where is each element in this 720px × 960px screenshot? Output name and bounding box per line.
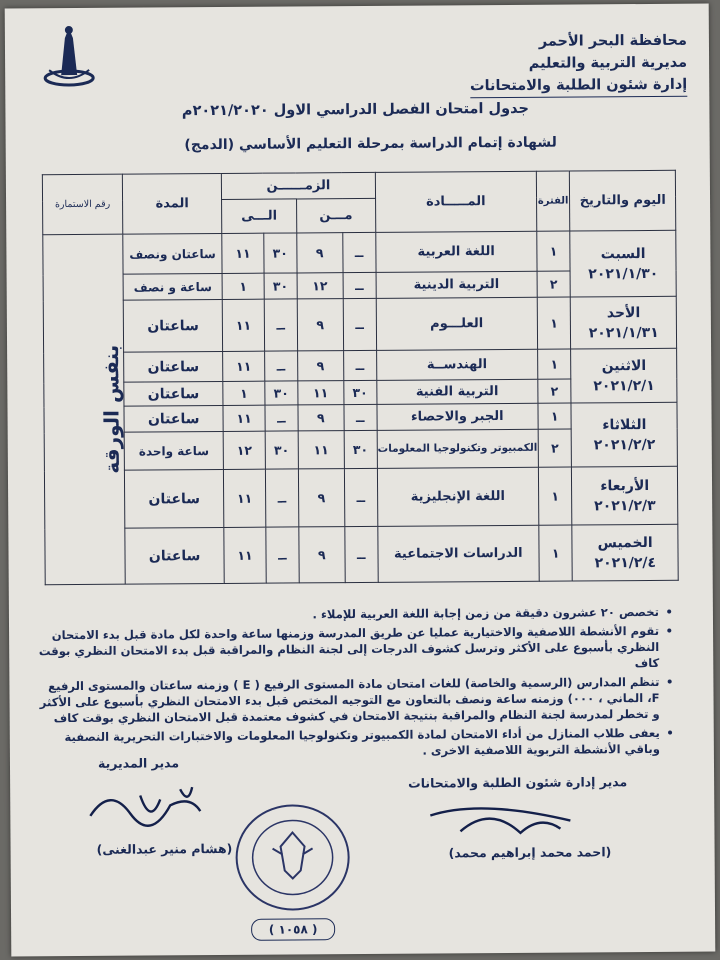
to-minute-cell: ٣٠ — [264, 233, 297, 273]
from-hour-cell: ١١ — [298, 431, 344, 469]
to-hour-cell: ١ — [222, 273, 264, 299]
day-cell — [571, 402, 677, 467]
table-row — [43, 296, 676, 352]
governorate-logo — [35, 20, 103, 90]
day-cell — [570, 230, 676, 297]
period-cell: ٢ — [537, 271, 571, 297]
header-block — [470, 30, 688, 99]
col-from: مـــن — [296, 198, 375, 233]
from-minute-cell: ٣٠ — [343, 380, 376, 404]
from-hour-cell: ٩ — [297, 233, 343, 273]
subject-cell: الدراسات الاجتماعية — [378, 525, 539, 582]
duration-cell: ساعة واحدة — [124, 431, 223, 470]
subject-cell: الجبر والاحصاء — [377, 403, 538, 430]
exams-manager-name: (احمد محمد إبراهيم محمد) — [448, 844, 612, 861]
duration-cell: ساعتان ونصف — [123, 233, 222, 274]
from-hour-cell: ٩ — [299, 527, 345, 583]
duration-cell: ساعتان — [124, 381, 223, 406]
duration-cell: ساعتان — [125, 527, 225, 584]
day-cell — [572, 466, 678, 525]
form-note: بنفس الورقة — [99, 344, 124, 474]
col-time: الزمــــــن — [222, 172, 376, 199]
table-row — [43, 230, 676, 274]
table-row — [44, 466, 677, 528]
handwritten-signature-right — [420, 794, 600, 845]
from-minute-cell: ــ — [343, 350, 376, 380]
duration-cell: ساعتان — [124, 405, 223, 432]
day-cell — [571, 296, 677, 349]
to-minute-cell: ٣٠ — [265, 381, 298, 405]
day-name: الاثنين — [601, 357, 647, 374]
duration-cell: ساعة و نصف — [123, 273, 222, 300]
directorate-manager-title: مدير المديرية — [97, 755, 180, 771]
to-minute-cell: ــ — [266, 527, 299, 583]
day-date: ٢٠٢١/٢/٣ — [594, 497, 656, 514]
period-cell: ١ — [538, 403, 572, 429]
subject-cell: التربية الدينية — [376, 271, 537, 298]
duration-cell: ساعتان — [124, 469, 224, 528]
to-minute-cell: ٣٠ — [264, 273, 297, 299]
to-hour-cell: ١٢ — [223, 431, 265, 469]
to-hour-cell: ١١ — [223, 351, 265, 381]
period-cell: ١ — [537, 231, 571, 271]
to-hour-cell: ١ — [223, 381, 265, 405]
official-seal — [232, 802, 353, 913]
to-minute-cell: ــ — [265, 405, 298, 431]
to-hour-cell: ١١ — [222, 233, 264, 273]
schedule-title: جدول امتحان الفصل الدراسي الاول ٢٠٢١/٢٠٢٠م — [181, 100, 529, 120]
subject-cell: الهندســة — [376, 349, 537, 380]
col-day: اليوم والتاريخ — [570, 170, 676, 231]
table-row — [44, 348, 677, 382]
to-minute-cell: ــ — [264, 351, 297, 381]
from-minute-cell: ــ — [344, 468, 377, 526]
to-minute-cell: ــ — [265, 469, 298, 527]
from-hour-cell: ٩ — [298, 405, 344, 431]
note-item: • تنظم المدارس (الرسمية والخاصة) للغات امتحان مادة المستوى الرفيع ( E ) وزمنه ساعتان والمستوى الرفيع F، الماني ، ٠٠٠) وزمنه ساعة ونصف بالتعاون مع التوجيه المختص قبل بدء الامتحان النظري بأسبوع على الأكثر و تخطر لمدرسة لجنة النظام والمراقبة بنتيجة الامتحان في كشوف معتمدة قبل الامتحان النظري بوقت كاف — [33, 674, 673, 726]
from-minute-cell: ٣٠ — [344, 430, 377, 468]
schedule-subtitle: لشهادة إتمام الدراسة بمرحلة التعليم الأساسي (الدمج) — [184, 134, 557, 154]
subject-cell: العلـــوم — [376, 297, 537, 350]
period-cell: ١ — [538, 467, 572, 525]
subject-cell: اللغة العربية — [376, 231, 537, 272]
directorate-manager-name: (هشام منير عبدالغنى) — [96, 840, 233, 857]
exams-manager-title: مدير إدارة شئون الطلبة والامتحانات — [408, 774, 628, 791]
directorate-name: مديرية التربية والتعليم — [528, 54, 688, 72]
day-cell — [572, 524, 678, 581]
governorate-name: محافظة البحر الأحمر — [538, 32, 687, 50]
department-name: إدارة شئون الطلبة والامتحانات — [470, 74, 687, 99]
period-cell: ٢ — [538, 429, 572, 467]
duration-cell: ساعتان — [123, 299, 223, 352]
page-number: ( ١٠٥٨ ) — [251, 918, 335, 941]
from-hour-cell: ٩ — [297, 351, 343, 381]
subject-cell: الكمبيوتر وتكنولوجيا المعلومات — [377, 429, 538, 468]
from-minute-cell: ــ — [343, 298, 376, 350]
col-to: الـــى — [222, 199, 297, 234]
period-cell: ٢ — [538, 379, 572, 403]
day-name: الخميس — [597, 534, 653, 551]
from-hour-cell: ٩ — [298, 469, 344, 527]
to-hour-cell: ١١ — [222, 299, 264, 351]
period-cell: ١ — [537, 297, 571, 349]
handwritten-signature-left — [80, 775, 220, 836]
note-item: • تقوم الأنشطة اللاصفية والاختيارية عمليا عن طريق المدرسة وزمنها ساعة واحدة لكل مادة قبل بدء الامتحان النظري بأسبوع على الأكثر وترسل كشوف الدرجات إلى لجنة النظام والمراقبة قبل بدء الامتحان النظري بوقت كاف — [33, 623, 673, 675]
col-duration: المدة — [122, 173, 222, 234]
col-form: رقم الاستمارة — [42, 174, 122, 235]
exam-schedule-table — [42, 170, 679, 585]
note-item: • يعفى طلاب المنازل من أداء الامتحان لمادة الكمبيوتر وتكنولوجيا المعلومات والاختبارات التحريرية النصفية وباقي الأنشطة التربوية اللاصفية الاخرى . — [34, 725, 674, 761]
from-minute-cell: ــ — [344, 404, 377, 430]
day-name: السبت — [600, 245, 646, 262]
from-minute-cell: ــ — [343, 272, 376, 298]
from-hour-cell: ١٢ — [297, 273, 343, 299]
from-minute-cell: ــ — [345, 526, 378, 582]
notes-list — [33, 604, 674, 764]
period-cell: ١ — [539, 525, 573, 581]
day-date: ٢٠٢١/٢/٢ — [593, 436, 656, 453]
day-name: الأحد — [606, 304, 641, 321]
day-name: الثلاثاء — [602, 416, 647, 433]
to-hour-cell: ١١ — [223, 405, 265, 431]
day-date: ٢٠٢١/٢/٤ — [594, 554, 657, 571]
from-hour-cell: ٩ — [297, 299, 343, 351]
subject-cell: التربية الفنية — [377, 379, 538, 404]
duration-cell: ساعتان — [124, 351, 223, 382]
from-hour-cell: ١١ — [298, 381, 344, 405]
period-cell: ١ — [537, 349, 571, 379]
day-name: الأربعاء — [600, 477, 650, 494]
col-period: الفترة — [536, 171, 570, 231]
day-cell — [571, 348, 677, 403]
subject-cell: اللغة الإنجليزية — [377, 467, 538, 526]
day-date: ٢٠٢١/١/٣٠ — [588, 265, 659, 282]
note-item: • تخصص ٢٠ عشرون دقيقة من زمن إجابة اللغة العربية للإملاء . — [33, 604, 673, 624]
col-subject: المـــــادة — [375, 171, 536, 232]
to-minute-cell: ــ — [264, 299, 297, 351]
to-hour-cell: ١١ — [224, 527, 266, 583]
table-row — [44, 402, 677, 432]
to-minute-cell: ٣٠ — [265, 431, 298, 469]
form-number-cell — [43, 234, 125, 585]
day-date: ٢٠٢١/١/٣١ — [588, 324, 659, 341]
document-page — [5, 4, 716, 957]
to-hour-cell: ١١ — [224, 469, 266, 527]
day-date: ٢٠٢١/٢/١ — [593, 377, 655, 394]
from-minute-cell: ــ — [342, 232, 375, 272]
table-row — [45, 524, 678, 584]
